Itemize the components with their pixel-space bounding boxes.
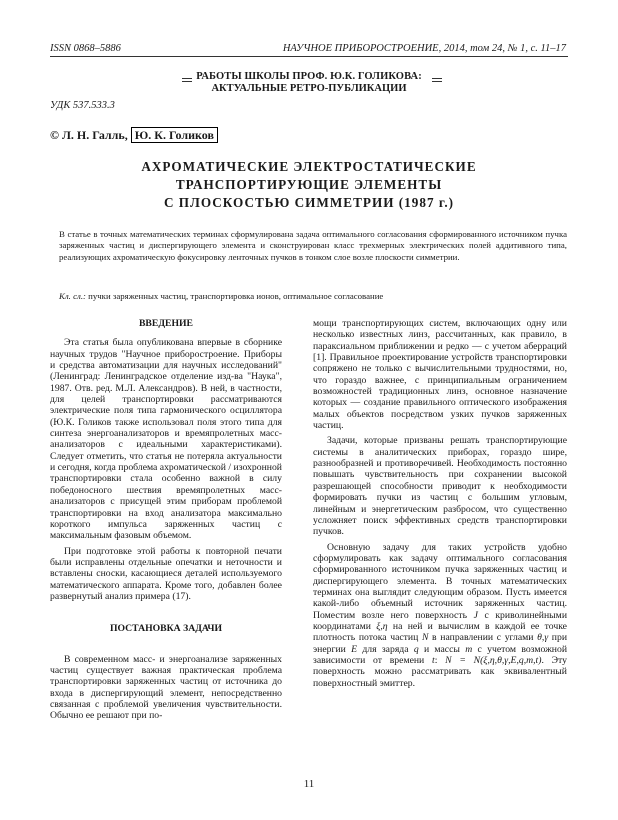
- intro-paragraph-2: При подготовке этой работы к повторной печати были исправлены отдельные опечатки и неточности и вставлены сноски, касающиеся деталей используемого математического аппарата. Кроме того, добавлен более развернутый анализ примера (17).: [50, 545, 282, 602]
- header-rule: [50, 56, 568, 57]
- udk-code: УДК 537.533.3: [50, 100, 115, 111]
- right-column: [313, 318, 567, 689]
- title-line3: С ПЛОСКОСТЬЮ СИММЕТРИИ (1987 г.): [163, 195, 455, 210]
- math-E: E: [351, 643, 358, 655]
- problem-paragraph-1: В современном масс- и энергоанализе заряженных частиц существует важная практическая проблема транспортировки заряженных частиц от источника до входа в диспергирующий элемент, непосредственно связанная с проблемой увеличения чувствительности. Обычно ее решают при по-: [50, 653, 282, 722]
- section-heading-line2: АКТУАЛЬНЫЕ РЕТРО-ПУБЛИКАЦИИ: [211, 83, 407, 94]
- keywords-label: Кл. сл.:: [59, 291, 86, 301]
- section-heading-line1: РАБОТЫ ШКОЛЫ ПРОФ. Ю.К. ГОЛИКОВА:: [196, 71, 422, 82]
- math-m: m: [465, 643, 473, 655]
- right-paragraph-1: мощи транспортирующих систем, включающих одну или несколько известных линз, рассчитанных, как правило, в параксиальном приближении и редко — с учетом аберраций [1]. Правильное проектирование устройств транспортировки сопряжено не только с вычислительными трудностями, но, что гораздо важнее, с принципиальным ограничением возможностей традиционных линз, основное назначение которых — создание правильного оптического изображения малых объектов посредством узких пучков заряженных частиц.: [313, 318, 567, 432]
- page-number: 11: [303, 778, 315, 790]
- math-theta-gamma: θ,γ: [537, 632, 549, 644]
- heading-problem-statement: ПОСТАНОВКА ЗАДАЧИ: [109, 623, 223, 635]
- issn: ISSN 0868–5886: [50, 43, 121, 54]
- right-paragraph-3: Основную задачу для таких устройств удобно сформулировать как задачу оптимального согласования сформированного источником пучка заряженных частиц и диспергирующего элемента. В точных математических терминах она выглядит следующим образом. Пусть имеется какой-либо объемный источник заряженных частиц. Поместим возле него поверхность J с криволинейными координатами ξ,η на ней и вычислим в каждой ее точке плотность потока частиц N в направлении с углами θ,γ при энергии E для заряда q и массы m с учетом возможной зависимости от времени t: N = N(ξ,η,θ,γ,E,q,m,t). Эту поверхность можно рассматривать как эквивалентный поверхностный эмиттер.: [313, 541, 568, 689]
- authors: [50, 128, 218, 143]
- keywords-text: пучки заряженных частиц, транспортировка ионов, оптимальное согласование: [85, 291, 384, 301]
- math-t: t: [432, 654, 435, 666]
- math-N: N: [421, 632, 429, 644]
- math-q: q: [413, 643, 419, 655]
- math-J: J: [473, 609, 478, 621]
- title-line1: АХРОМАТИЧЕСКИЕ ЭЛЕКТРОСТАТИЧЕСКИЕ: [141, 159, 477, 174]
- abstract: В статье в точных математических терминах сформулирована задача оптимального согласования сформированного источником пучка заряженных частиц и диспергирующего элемента и сконструирован класс трехмерных электрических полей аддитивного типа, реализующих ахроматическую фокусировку ленточных пучков в тонком слое возле плоскости симметрии.: [59, 229, 567, 262]
- author-gall: © Л. Н. Галль,: [50, 128, 128, 142]
- right-paragraph-2: Задачи, которые призваны решать транспортирующие системы в аналитических приборах, гораздо шире, разнообразней и противоречивей. Необходимость постоянно повышать чувствительность при сохранении высокой разрешающей способности приводит к необходимости формировать пучки из частиц с большим угловым, линейным и энергетическим разбросом, что существенно усложняет поиск эффективных средств транспортировки пучков.: [313, 435, 567, 538]
- math-xi-eta: ξ,η: [376, 620, 388, 632]
- keywords: [59, 291, 567, 301]
- math-formula-N: N = N(ξ,η,θ,γ,E,q,m,t): [445, 654, 542, 666]
- title-line2: ТРАНСПОРТИРУЮЩИЕ ЭЛЕМЕНТЫ: [175, 177, 443, 192]
- heading-introduction: ВВЕДЕНИЕ: [138, 318, 194, 329]
- left-column: [50, 318, 282, 722]
- journal-citation: НАУЧНОЕ ПРИБОРОСТРОЕНИЕ, 2014, том 24, № 1, с. 11–17: [282, 43, 566, 54]
- author-golikov: Ю. К. Голиков: [131, 127, 218, 143]
- intro-paragraph-1: Эта статья была опубликована впервые в сборнике научных трудов "Научное приборостроение. Приборы и средства автоматизации для научных исследований" (Ленинград: Ленинградское отделение изд-ва "Наука", 1987. Отв. ред. М.Л. Александров). В ней, в частности, для целей транспортировки рассматриваются электрические поля типа гармонического осциллятора (Ю.К. Голиков также использовал поля этого типа для синтеза энергоанализаторов и времяпролетных масс-анализаторов с идеальными характеристиками). Следует отметить, что статья не потеряла актуальности и сегодня, когда проблема ахроматической / изохронной транспортировки стала особенно важной в силу победоносного шествия времяпролетных масс-анализаторов с присущей этим приборам проблемой транспортировки на вход анализатора максимально короткого импульса заряженных частиц с максимальным фазовым объемом.: [50, 337, 282, 542]
